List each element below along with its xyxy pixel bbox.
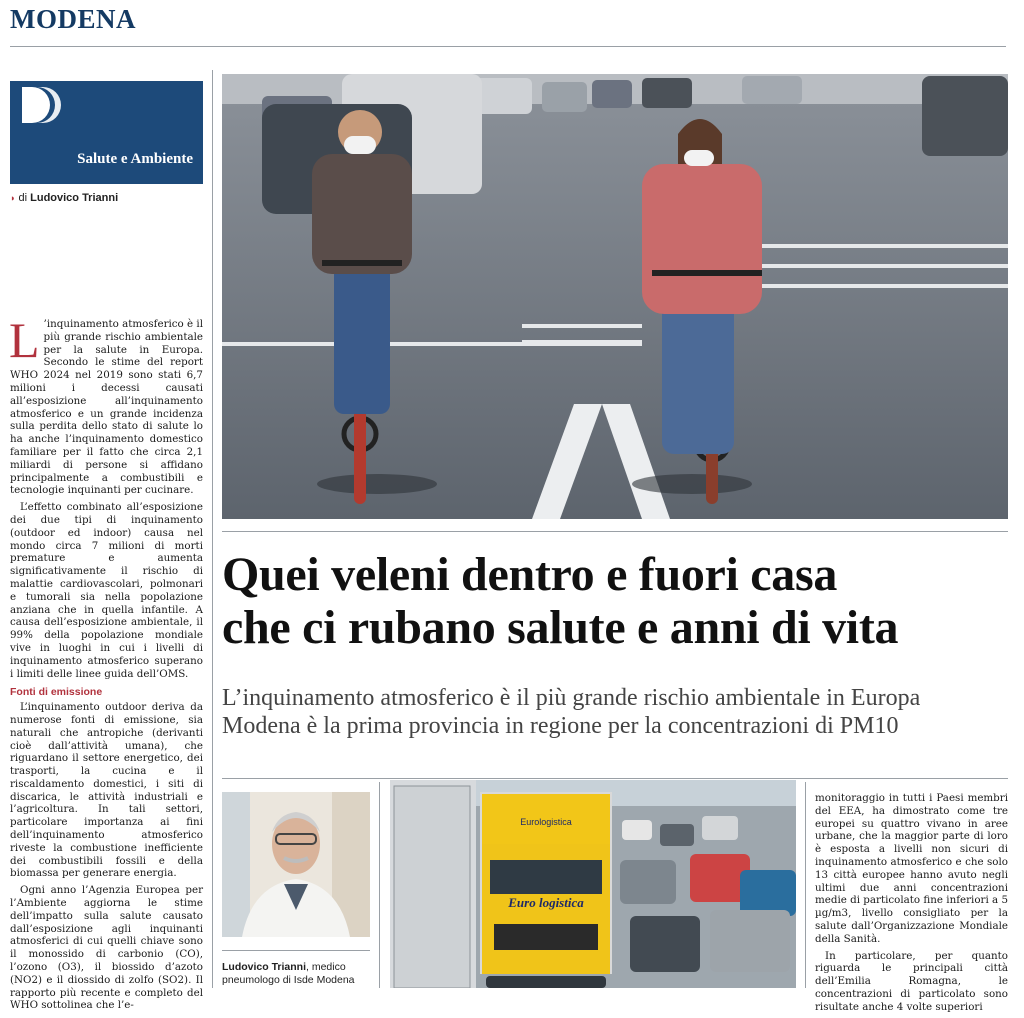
- subtitle-line-1: L’inquinamento atmosferico è il più grande rischio ambientale in Europa: [222, 685, 921, 711]
- subtitle-line-2: Modena è la prima provincia in regione per la concentrazioni di PM10: [222, 713, 899, 739]
- subheading-emissions: Fonti di emissione: [10, 686, 103, 699]
- subtitle: [222, 684, 1012, 740]
- header-divider: [10, 46, 1006, 47]
- byline-prefix: di: [18, 192, 28, 204]
- photo-divider: [222, 531, 1008, 532]
- headline-line-1: Quei veleni dentro e fuori casa: [222, 548, 838, 601]
- byline-author: Ludovico Trianni: [30, 192, 119, 204]
- left-column: [9, 312, 203, 1016]
- headline: [222, 548, 1012, 654]
- column-divider-left: [212, 70, 213, 988]
- portrait-caption-text: , medico pneumologo di Isde Modena: [222, 961, 355, 986]
- portrait-caption: [222, 961, 372, 987]
- truck-top-text: Eurologistica: [520, 817, 572, 827]
- portrait-photo: [222, 792, 370, 937]
- column-divider-right: [805, 782, 806, 988]
- cyclists-photo: [222, 74, 1008, 519]
- subtitle-divider: [222, 778, 1008, 779]
- paragraph-1-text: ’inquinamento atmosferico è il più grande rischio ambientale per la salute in Europa. Secondo le stime del report WHO 2024 nel 2019 sono stati 6,7 milioni i decessi causati all’esposizione all’inquinamento atmosferico e un grande incidenza sulla perdita dello stato di salute lo ha anche l’inquinamento domestico familiare per il fatto che circa 2,1 miliardi di persone si affidano principalmente a combustibili e tecnologie inquinanti per cucinare.: [10, 318, 203, 497]
- paragraph-3: L’inquinamento outdoor deriva da numerose fonti di emissione, sia naturali che antropiche (derivanti cioè dall’attività umana), che riguardano il settore energetico, dei trasporti, la cucina e il riscaldamento domestici, i siti di discarica, le attività industriali e l’agricoltura. In tali settori, particolare importanza ai fini dell’inquinamento atmosferico riveste la combustione inefficiente dei combustibili fossili e della biomassa per generare energia.: [10, 701, 203, 880]
- byline-marker-icon: ◗: [10, 193, 16, 203]
- paragraph-1: [9, 312, 203, 497]
- section-title: MODENA: [10, 4, 136, 34]
- caption-rule: [222, 950, 370, 951]
- rubric-label: Salute e Ambiente: [77, 151, 193, 167]
- dropcap: L: [9, 312, 40, 368]
- speech-bubble-logo-icon: [20, 85, 62, 125]
- traffic-photo: [390, 780, 796, 988]
- paragraph-4: Ogni anno l’Agenzia Europea per l’Ambiente aggiorna le stime dell’impatto sulla salute causato dall’esposizione agli inquinanti atmosferici di cui quelli chiave sono il monossido di carbonio (CO), l’ozono (O3), il biossido d’azoto (NO2) e il diossido di zolfo (SO2). Il rapporto più recente e completo del WHO sottolinea che l’e-: [10, 884, 203, 1012]
- headline-line-2: che ci rubano salute e anni di vita: [222, 601, 899, 654]
- right-column: [815, 792, 1008, 1018]
- portrait-caption-name: Ludovico Trianni: [222, 961, 307, 973]
- column-divider-center: [379, 782, 380, 988]
- right-paragraph-2: In particolare, per quanto riguarda le principali città dell’Emilia Romagna, le concentrazioni di particolato sono risultate anche 4 volte superiori: [815, 949, 1008, 1013]
- paragraph-2: L’effetto combinato all’esposizione dei due tipi di inquinamento (outdoor ed indoor) causa nel mondo circa 7 milioni di morti premature e aumenta significativamente il rischio di malattie cardiovascolari, polmonari e tumorali sia nella popolazione anziana che in quella infantile. A causa dell’esposizione ambientale, il 99% della popolazione mondiale vive in luoghi in cui i livelli di inquinamento atmosferico superano i limiti delle linee guida dell’OMS.: [10, 501, 203, 680]
- rubric-box: [10, 81, 203, 184]
- right-paragraph-1: monitoraggio in tutti i Paesi membri del EEA, ha dimostrato come tre europei su quattro vivano in aree urbane, che la maggior parte di loro è esposta a livelli non sicuri di inquinamento atmosferico e che solo 13 città europee hanno avuto negli ultimi due anni concentrazioni medie di particolato fine inferiori a 5 µg/m3, livello consigliato per la salute dall’Organizzazione Mondiale della Sanità.: [815, 792, 1008, 945]
- byline: [10, 192, 118, 204]
- truck-front-text: Euro logistica: [508, 895, 584, 910]
